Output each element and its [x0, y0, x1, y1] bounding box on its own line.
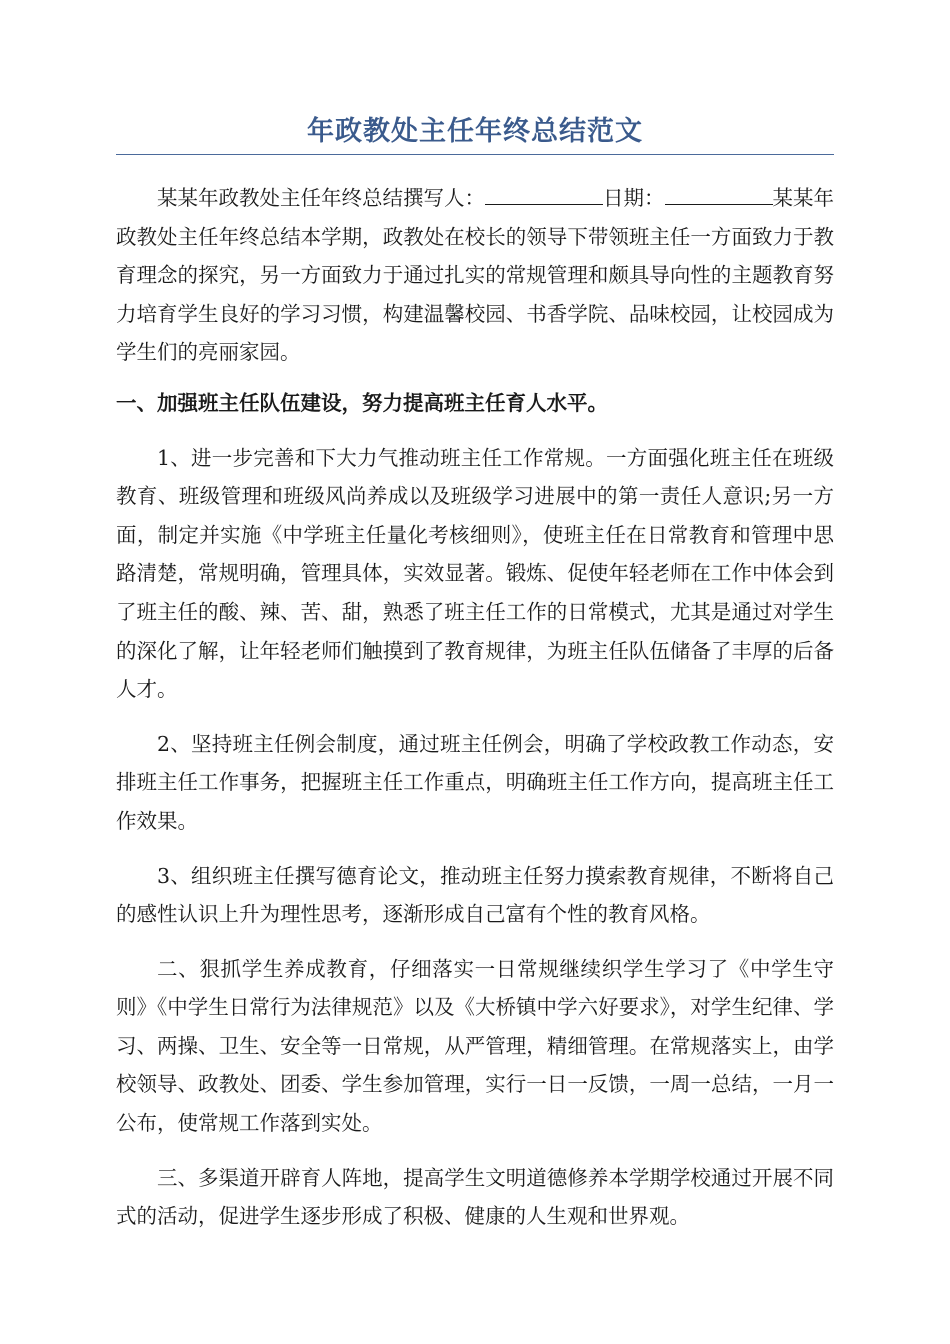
section1-item-2: 2、坚持班主任例会制度，通过班主任例会，明确了学校政教工作动态，安排班主任工作事务，把握班主任工作重点，明确班主任工作方向，提高班主任工作效果。	[116, 731, 834, 833]
document-title: 年政教处主任年终总结范文	[307, 116, 643, 147]
title-underline	[116, 154, 834, 155]
section1-item-1: 1、进一步完善和下大力气推动班主任工作常规。一方面强化班主任在班级教育、班级管理和班级风尚养成以及班级学习进展中的第一责任人意识;另一方面，制定并实施《中学班主任量化考核细则》，使班主任在日常教育和管理中思路清楚，常规明确，管理具体，实效显著。锻炼、促使年轻老师在工作中体会到了班主任的酸、辣、苦、甜，熟悉了班主任工作的日常模式，尤其是通过对学生的深化了解，让年轻老师们触摸到了教育规律，为班主任队伍储备了丰厚的后备人才。	[116, 445, 834, 702]
author-label: 某某年政教处主任年终总结撰写人：	[157, 186, 485, 210]
section2-paragraph: 二、狠抓学生养成教育，仔细落实一日常规继续织学生学习了《中学生守则》《中学生日常行为法律规范》以及《大桥镇中学六好要求》，对学生纪律、学习、两操、卫生、安全等一日常规，从严管理，精细管理。在常规落实上，由学校领导、政教处、团委、学生参加管理，实行一日一反馈，一周一总结，一月一公布，使常规工作落到实处。	[116, 956, 834, 1136]
author-blank	[485, 182, 603, 205]
intro-paragraph	[116, 179, 834, 372]
section3-paragraph: 三、多渠道开辟育人阵地，提高学生文明道德修养本学期学校通过开展不同式的活动，促进学生逐步形成了积极、健康的人生观和世界观。	[116, 1165, 834, 1229]
section1-item-3: 3、组织班主任撰写德育论文，推动班主任努力摸索教育规律，不断将自己的感性认识上升为理性思考，逐渐形成自己富有个性的教育风格。	[116, 863, 834, 927]
intro-body: 某某年政教处主任年终总结本学期，政教处在校长的领导下带领班主任一方面致力于教育理念的探究，另一方面致力于通过扎实的常规管理和颇具导向性的主题教育努力培育学生良好的学习习惯，构建温馨校园、书香学院、品味校园，让校园成为学生们的亮丽家园。	[116, 186, 834, 365]
section1-heading: 一、加强班主任队伍建设，努力提高班主任育人水平。	[116, 390, 608, 415]
document-page	[116, 112, 834, 1252]
date-label: 日期：	[603, 186, 665, 210]
date-blank	[665, 182, 773, 205]
